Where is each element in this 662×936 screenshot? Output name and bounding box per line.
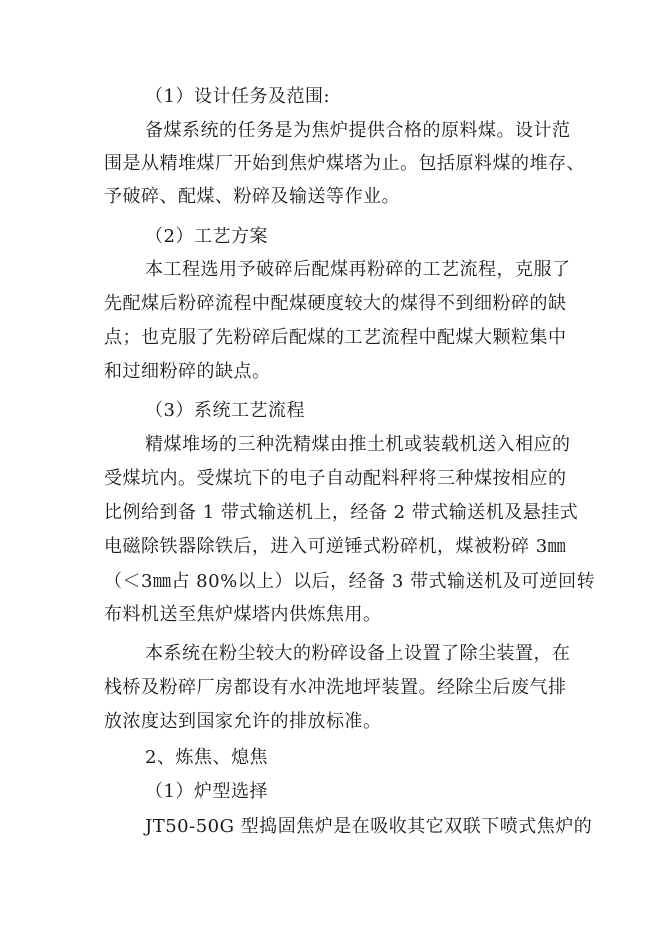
heading-system-flow: （3）系统工艺流程 [145, 400, 305, 421]
heading-coking-quenching: 2、炼焦、熄焦 [145, 747, 268, 768]
paragraph-line: 先配煤后粉碎流程中配煤硬度较大的煤得不到细粉碎的缺 [104, 293, 567, 314]
paragraph-line: 布料机送至焦炉煤塔内供炼焦用。 [104, 604, 382, 625]
paragraph-line: JT50-50G 型捣固焦炉是在吸收其它双联下喷式焦炉的 [145, 816, 593, 837]
paragraph-line: 予破碎、配煤、粉碎及输送等作业。 [104, 186, 400, 207]
paragraph-line: 围是从精堆煤厂开始到焦炉煤塔为止。包括原料煤的堆存、 [104, 153, 585, 174]
paragraph-line: 栈桥及粉碎厂房都设有水冲洗地坪装置。经除尘后废气排 [104, 677, 567, 698]
paragraph-line: 本工程选用予破碎后配煤再粉碎的工艺流程，克服了 [145, 259, 571, 280]
heading-oven-selection: （1）炉型选择 [145, 781, 268, 802]
paragraph-line: 备煤系统的任务是为焦炉提供合格的原料煤。设计范 [145, 120, 571, 141]
paragraph-line: 放浓度达到国家允许的排放标准。 [104, 711, 382, 732]
heading-design-scope: （1）设计任务及范围: [145, 86, 331, 107]
paragraph-line: 受煤坑内。受煤坑下的电子自动配料秤将三种煤按相应的 [104, 468, 567, 489]
paragraph-line: 比例给到备 1 带式输送机上，经备 2 带式输送机及悬挂式 [104, 502, 579, 523]
paragraph-line: 点；也克服了先粉碎后配煤的工艺流程中配煤大颗粒集中 [104, 327, 567, 348]
paragraph-line: 电磁除铁器除铁后，进入可逆锤式粉碎机，煤被粉碎 3㎜ [104, 536, 567, 557]
heading-process-plan: （2）工艺方案 [145, 226, 268, 247]
paragraph-line: 精煤堆场的三种洗精煤由推土机或装载机送入相应的 [145, 434, 571, 455]
paragraph-line: （＜3㎜占 80%以上）以后，经备 3 带式输送机及可逆回转 [104, 571, 596, 592]
paragraph-line: 本系统在粉尘较大的粉碎设备上设置了除尘装置，在 [145, 643, 571, 664]
paragraph-line: 和过细粉碎的缺点。 [104, 361, 271, 382]
